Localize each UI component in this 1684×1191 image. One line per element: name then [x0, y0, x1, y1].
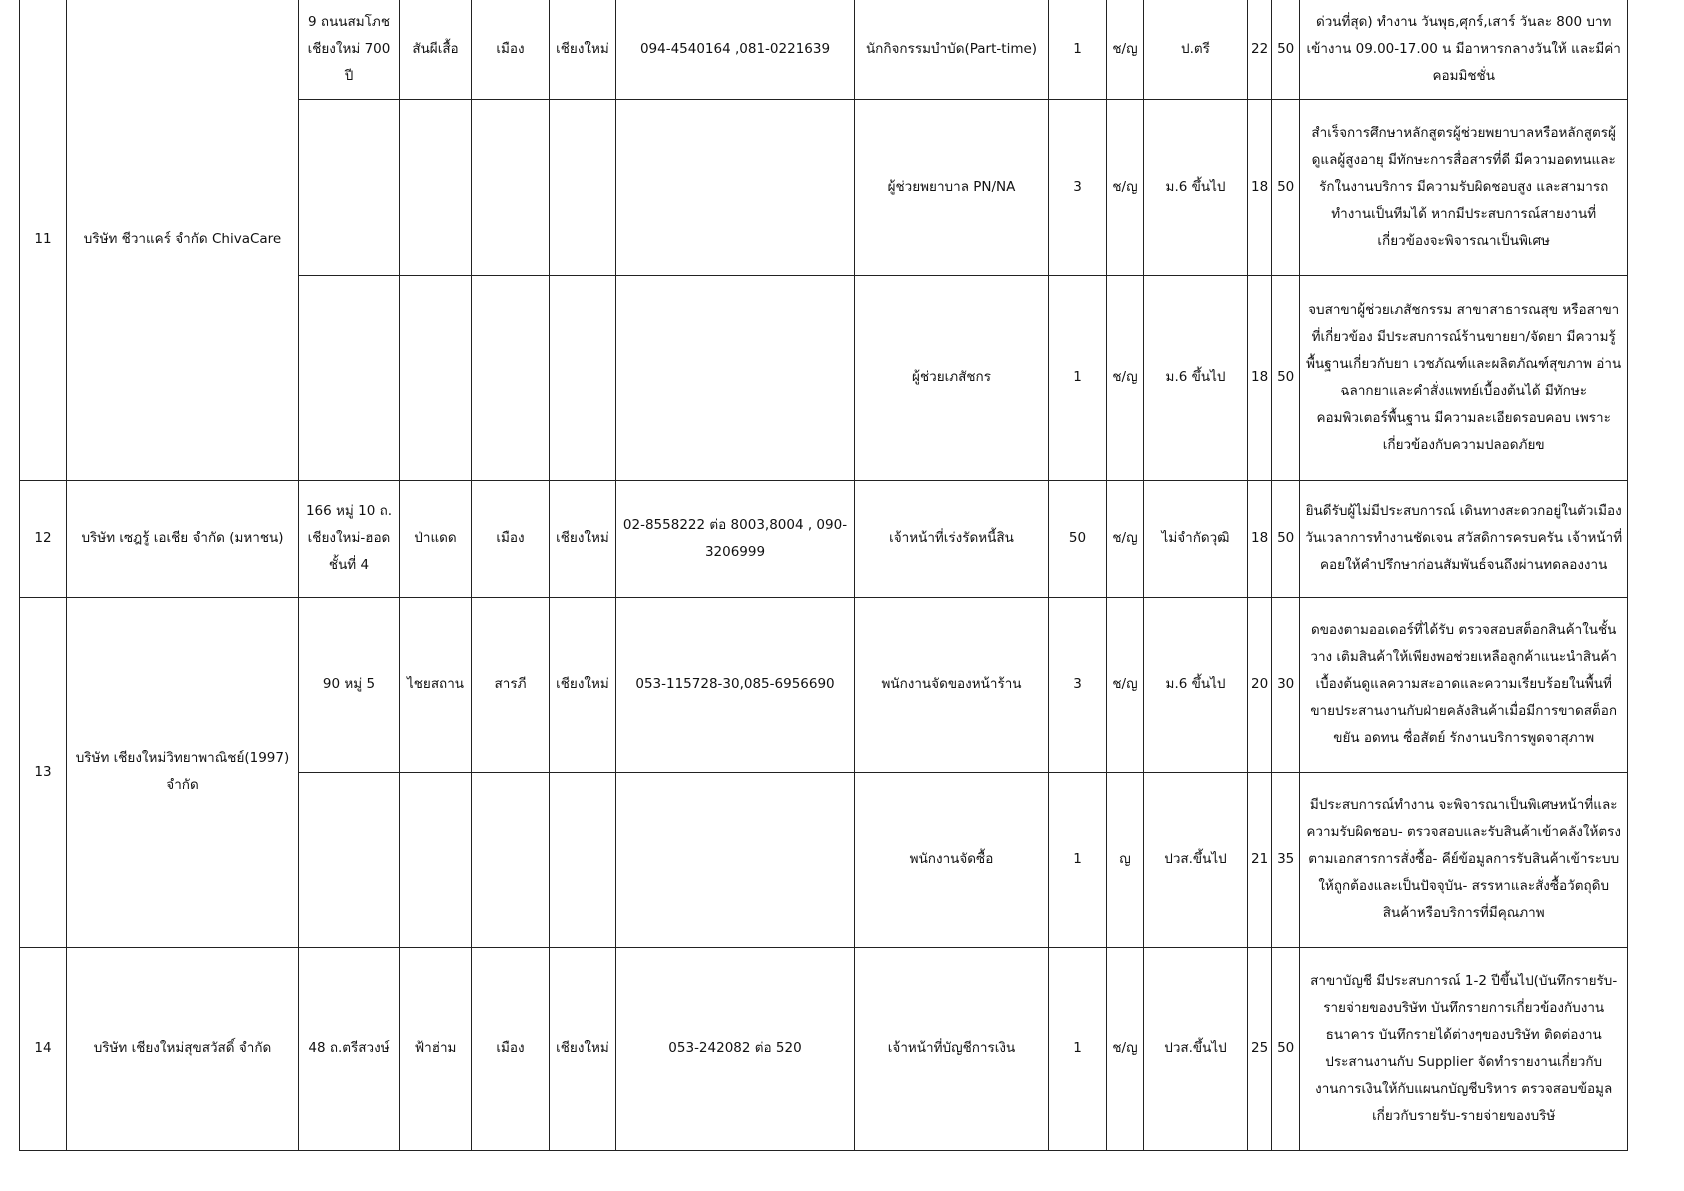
- position: พนักงานจัดของหน้าร้าน: [855, 597, 1049, 772]
- gender: ช/ญ: [1107, 0, 1144, 99]
- age-min: 18: [1248, 99, 1272, 275]
- address: 90 หมู่ 5: [299, 597, 400, 772]
- job-details: ยินดีรับผู้ไม่มีประสบการณ์ เดินทางสะดวกอยู่ในตัวเมือง วันเวลาการทำงานชัดเจน สวัสดิการครบครัน เจ้าหน้าที่คอยให้คำปรึกษาก่อนสัมพันธ์จนถึงผ่านทดลองงาน: [1300, 480, 1628, 597]
- education: ม.6 ขึ้นไป: [1144, 99, 1248, 275]
- district: เมือง: [472, 0, 550, 99]
- district-empty: [472, 275, 550, 480]
- address: 9 ถนนสมโภช เชียงใหม่ 700 ปี: [299, 0, 400, 99]
- province-empty: [550, 275, 616, 480]
- education: ปวส.ขึ้นไป: [1144, 947, 1248, 1150]
- subdistrict: สันผีเสื้อ: [400, 0, 472, 99]
- gender: ช/ญ: [1107, 480, 1144, 597]
- district: เมือง: [472, 480, 550, 597]
- table-row: [20, 597, 1628, 772]
- age-min: 20: [1248, 597, 1272, 772]
- province: เชียงใหม่: [550, 597, 616, 772]
- address-empty: [299, 99, 400, 275]
- age-max: 50: [1272, 947, 1300, 1150]
- education: ป.ตรี: [1144, 0, 1248, 99]
- education: ปวส.ขึ้นไป: [1144, 772, 1248, 947]
- subdistrict-empty: [400, 772, 472, 947]
- age-min: 21: [1248, 772, 1272, 947]
- phone: 053-242082 ต่อ 520: [616, 947, 855, 1150]
- company-name: บริษัท ชีวาแคร์ จำกัด ChivaCare: [67, 0, 299, 480]
- province: เชียงใหม่: [550, 947, 616, 1150]
- gender: ช/ญ: [1107, 275, 1144, 480]
- row-number: 14: [20, 947, 67, 1150]
- gender: ญ: [1107, 772, 1144, 947]
- district: เมือง: [472, 947, 550, 1150]
- subdistrict-empty: [400, 99, 472, 275]
- position: เจ้าหน้าที่บัญชีการเงิน: [855, 947, 1049, 1150]
- province: เชียงใหม่: [550, 0, 616, 99]
- age-min: 18: [1248, 480, 1272, 597]
- position: พนักงานจัดซื้อ: [855, 772, 1049, 947]
- position: ผู้ช่วยพยาบาล PN/NA: [855, 99, 1049, 275]
- job-details: ดของตามออเดอร์ที่ได้รับ ตรวจสอบสต็อกสินค้าในชั้นวาง เติมสินค้าให้เพียงพอช่วยเหลือลูกค้าแนะนำสินค้าเบื้องต้นดูแลความสะอาดและความเรียบร้อยในพื้นที่ขายประสานงานกับฝ่ายคลังสินค้าเมื่อมีการขาดสต็อก ขยัน อดทน ซื่อสัตย์ รักงานบริการพูดจาสุภาพ: [1300, 597, 1628, 772]
- district-empty: [472, 99, 550, 275]
- gender: ช/ญ: [1107, 597, 1144, 772]
- age-min: 18: [1248, 275, 1272, 480]
- job-details: จบสาขาผู้ช่วยเภสัชกรรม สาขาสาธารณสุข หรือสาขาที่เกี่ยวข้อง มีประสบการณ์ร้านขายยา/จัดยา มีความรู้พื้นฐานเกี่ยวกับยา เวชภัณฑ์และผลิตภัณฑ์สุขภาพ อ่านฉลากยาและคำสั่งแพทย์เบื้องต้นได้ มีทักษะคอมพิวเตอร์พื้นฐาน มีความละเอียดรอบคอบ เพราะเกี่ยวข้องกับความปลอดภัยข: [1300, 275, 1628, 480]
- province-empty: [550, 99, 616, 275]
- province: เชียงใหม่: [550, 480, 616, 597]
- phone-empty: [616, 275, 855, 480]
- district-empty: [472, 772, 550, 947]
- age-max: 50: [1272, 0, 1300, 99]
- subdistrict: ป่าแดด: [400, 480, 472, 597]
- age-max: 50: [1272, 99, 1300, 275]
- age-max: 30: [1272, 597, 1300, 772]
- row-number: 13: [20, 597, 67, 947]
- address-empty: [299, 772, 400, 947]
- job-details: มีประสบการณ์ทำงาน จะพิจารณาเป็นพิเศษหน้าที่และความรับผิดชอบ- ตรวจสอบและรับสินค้าเข้าคลังให้ตรงตามเอกสารการสั่งซื้อ- คีย์ข้อมูลการรับสินค้าเข้าระบบให้ถูกต้องและเป็นปัจจุบัน- สรรหาและสั่งซื้อวัตถุดิบ สินค้าหรือบริการที่มีคุณภาพ: [1300, 772, 1628, 947]
- phone: 02-8558222 ต่อ 8003,8004 , 090-3206999: [616, 480, 855, 597]
- address: 48 ถ.ตรีสวงษ์: [299, 947, 400, 1150]
- table-row: [20, 480, 1628, 597]
- gender: ช/ญ: [1107, 99, 1144, 275]
- headcount: 1: [1049, 275, 1107, 480]
- headcount: 1: [1049, 0, 1107, 99]
- age-min: 25: [1248, 947, 1272, 1150]
- subdistrict-empty: [400, 275, 472, 480]
- age-max: 50: [1272, 275, 1300, 480]
- row-number: 12: [20, 480, 67, 597]
- age-min: 22: [1248, 0, 1272, 99]
- education: ไม่จำกัดวุฒิ: [1144, 480, 1248, 597]
- headcount: 3: [1049, 99, 1107, 275]
- phone: 094-4540164 ,081-0221639: [616, 0, 855, 99]
- headcount: 1: [1049, 947, 1107, 1150]
- address: 166 หมู่ 10 ถ. เชียงใหม่-ฮอด ชั้นที่ 4: [299, 480, 400, 597]
- company-name: บริษัท เชียงใหม่วิทยาพาณิชย์(1997) จำกัด: [67, 597, 299, 947]
- job-details: สำเร็จการศึกษาหลักสูตรผู้ช่วยพยาบาลหรือหลักสูตรผู้ดูแลผู้สูงอายุ มีทักษะการสื่อสารที่ดี มีความอดทนและรักในงานบริการ มีความรับผิดชอบสูง และสามารถทำงานเป็นทีมได้ หากมีประสบการณ์สายงานที่เกี่ยวข้องจะพิจารณาเป็นพิเศษ: [1300, 99, 1628, 275]
- phone-empty: [616, 99, 855, 275]
- address-empty: [299, 275, 400, 480]
- job-listing-table: [19, 0, 1628, 1151]
- education: ม.6 ขึ้นไป: [1144, 597, 1248, 772]
- phone-empty: [616, 772, 855, 947]
- company-name: บริษัท เซฎรู้ เอเชีย จำกัด (มหาชน): [67, 480, 299, 597]
- district: สารภี: [472, 597, 550, 772]
- position: นักกิจกรรมบำบัด(Part-time): [855, 0, 1049, 99]
- table-row: [20, 947, 1628, 1150]
- age-max: 50: [1272, 480, 1300, 597]
- row-number: 11: [20, 0, 67, 480]
- headcount: 50: [1049, 480, 1107, 597]
- position: เจ้าหน้าที่เร่งรัดหนี้สิน: [855, 480, 1049, 597]
- headcount: 1: [1049, 772, 1107, 947]
- headcount: 3: [1049, 597, 1107, 772]
- position: ผู้ช่วยเภสัชกร: [855, 275, 1049, 480]
- age-max: 35: [1272, 772, 1300, 947]
- company-name: บริษัท เชียงใหม่สุขสวัสดิ์ จำกัด: [67, 947, 299, 1150]
- subdistrict: ฟ้าฮ่าม: [400, 947, 472, 1150]
- job-details: สาขาบัญชี มีประสบการณ์ 1-2 ปีขึ้นไป(บันทึกรายรับ-รายจ่ายของบริษัท บันทึกรายการเกี่ยวข้องกับงานธนาคาร บันทึกรายได้ต่างๆของบริษัท ติดต่องานประสานงานกับ Supplier จัดทำรายงานเกี่ยวกับงานการเงินให้กับแผนกบัญชีบริหาร ตรวจสอบข้อมูลเกี่ยวกับรายรับ-รายจ่ายของบริษั: [1300, 947, 1628, 1150]
- phone: 053-115728-30,085-6956690: [616, 597, 855, 772]
- job-details: ด่วนที่สุด) ทำงาน วันพุธ,ศุกร์,เสาร์ วันละ 800 บาท เข้างาน 09.00-17.00 น มีอาหารกลางวันให้ และมีค่าคอมมิชชั่น: [1300, 0, 1628, 99]
- gender: ช/ญ: [1107, 947, 1144, 1150]
- table-row: [20, 0, 1628, 99]
- subdistrict: ไชยสถาน: [400, 597, 472, 772]
- province-empty: [550, 772, 616, 947]
- education: ม.6 ขึ้นไป: [1144, 275, 1248, 480]
